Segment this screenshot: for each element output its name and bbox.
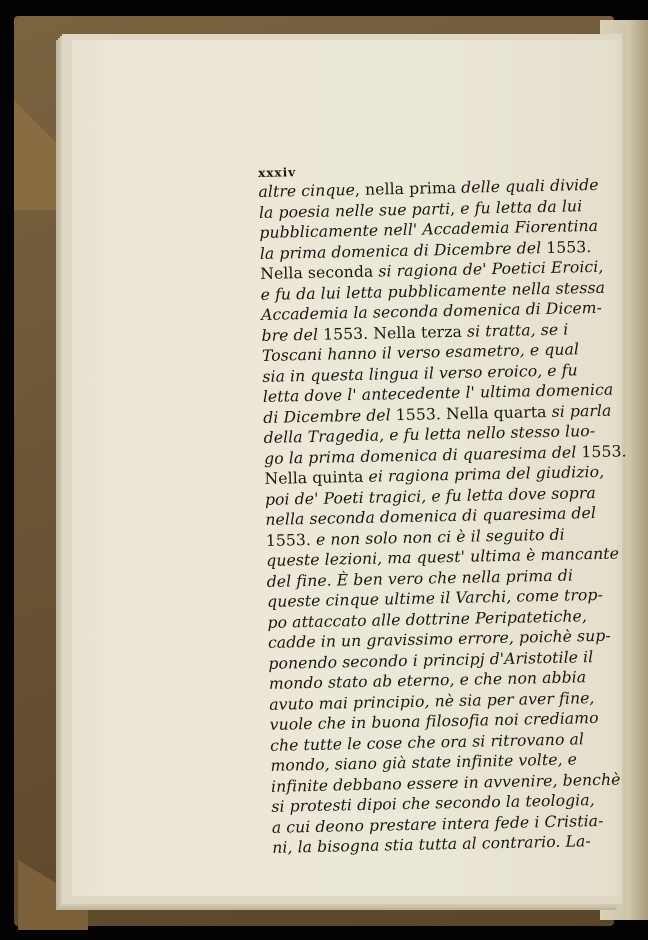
text-segment: si protesti dipoi che secondo la teologia, bbox=[271, 791, 595, 816]
text-segment: queste lezioni, ma quest' ultima è mancante bbox=[266, 544, 620, 570]
text-segment: sia in questa lingua il verso eroico, e fu bbox=[262, 360, 578, 386]
text-segment: mondo stato ab eterno, e che non abbia bbox=[268, 668, 587, 693]
text-segment: Accademia la seconda domenica di Dicem- bbox=[260, 298, 603, 324]
text-segment: si ragiona de' Poetici Eroici, bbox=[378, 257, 604, 281]
text-segment: letta dove l' antecedente l' ultima domenica bbox=[262, 380, 614, 406]
text-segment: 1553. Nella terza bbox=[322, 322, 468, 344]
text-segment: mondo, siano già state infinite volte, e bbox=[270, 750, 578, 775]
text-segment: nella seconda domenica di quaresima del bbox=[265, 504, 597, 529]
text-segment: queste cinque ultime il Varchi, come trop- bbox=[266, 585, 604, 611]
text-segment: che tutte le cose che ora si ritrovano al bbox=[269, 729, 585, 755]
text-segment: bre del bbox=[261, 325, 324, 345]
text-segment: e fu letta da lui bbox=[460, 196, 583, 218]
text-segment: delle quali divide bbox=[461, 175, 599, 197]
text-segment: altre cinque bbox=[258, 180, 356, 201]
text-segment: Toscani hanno il verso esametro, e qual bbox=[261, 340, 580, 365]
text-segment: a cui deono prestare intera fede i Cristia- bbox=[271, 811, 604, 837]
text-segment: ponendo secondo i principj d'Aristotile il bbox=[268, 647, 594, 673]
text-segment: Nella seconda bbox=[260, 262, 379, 283]
text-lines bbox=[258, 175, 627, 858]
text-segment: ei ragiona prima del giudizio, bbox=[368, 462, 605, 486]
text-segment: ni, la bisogna stia tutta al contrario. La- bbox=[272, 832, 591, 857]
text-segment: po attaccato alle dottrine Peripatetiche, bbox=[267, 606, 588, 632]
text-segment: e non solo non ci è il seguito di bbox=[315, 525, 565, 549]
text-segment: 1553. Nella quarta bbox=[395, 402, 552, 424]
text-segment: della Tragedia, e fu letta nello stesso luo- bbox=[263, 422, 596, 447]
text-segment: la prima domenica di Dicembre del bbox=[259, 238, 547, 263]
text-segment: pubblicamente nell' Accademia Fiorentina bbox=[259, 216, 599, 242]
text-segment: cadde in un gravissimo errore, poichè sup- bbox=[267, 626, 611, 652]
text-segment: e fu da lui letta pubblicamente nella stessa bbox=[260, 278, 606, 304]
text-segment: vuole che in buona filosofia noi crediamo bbox=[269, 708, 599, 734]
text-segment: si parla bbox=[551, 401, 612, 421]
text-segment: del fine. È ben vero che nella prima di bbox=[266, 565, 574, 591]
text-segment: poi de' Poeti tragici, e fu letta dove sopra bbox=[264, 483, 597, 509]
text-segment: , nella prima bbox=[354, 178, 462, 199]
text-segment: infinite debbano essere in avvenire, benchè bbox=[270, 770, 621, 796]
text-segment: Nella quinta bbox=[264, 467, 369, 488]
text-segment: di Dicembre del bbox=[263, 405, 396, 427]
body-text bbox=[258, 159, 627, 858]
text-segment: go la prima domenica di quaresima del bbox=[263, 442, 582, 468]
text-segment: 1553. bbox=[581, 441, 627, 461]
page-number: xxxiv bbox=[258, 165, 297, 180]
text-segment: 1553. bbox=[546, 237, 592, 257]
text-segment: 1553. bbox=[265, 530, 317, 550]
text-segment: , bbox=[449, 199, 461, 218]
text-segment: si tratta, se i bbox=[466, 320, 569, 341]
text-segment: avuto mai principio, nè sia per aver fine, bbox=[269, 688, 595, 714]
text-segment: la poesia nelle sue parti bbox=[258, 199, 451, 222]
